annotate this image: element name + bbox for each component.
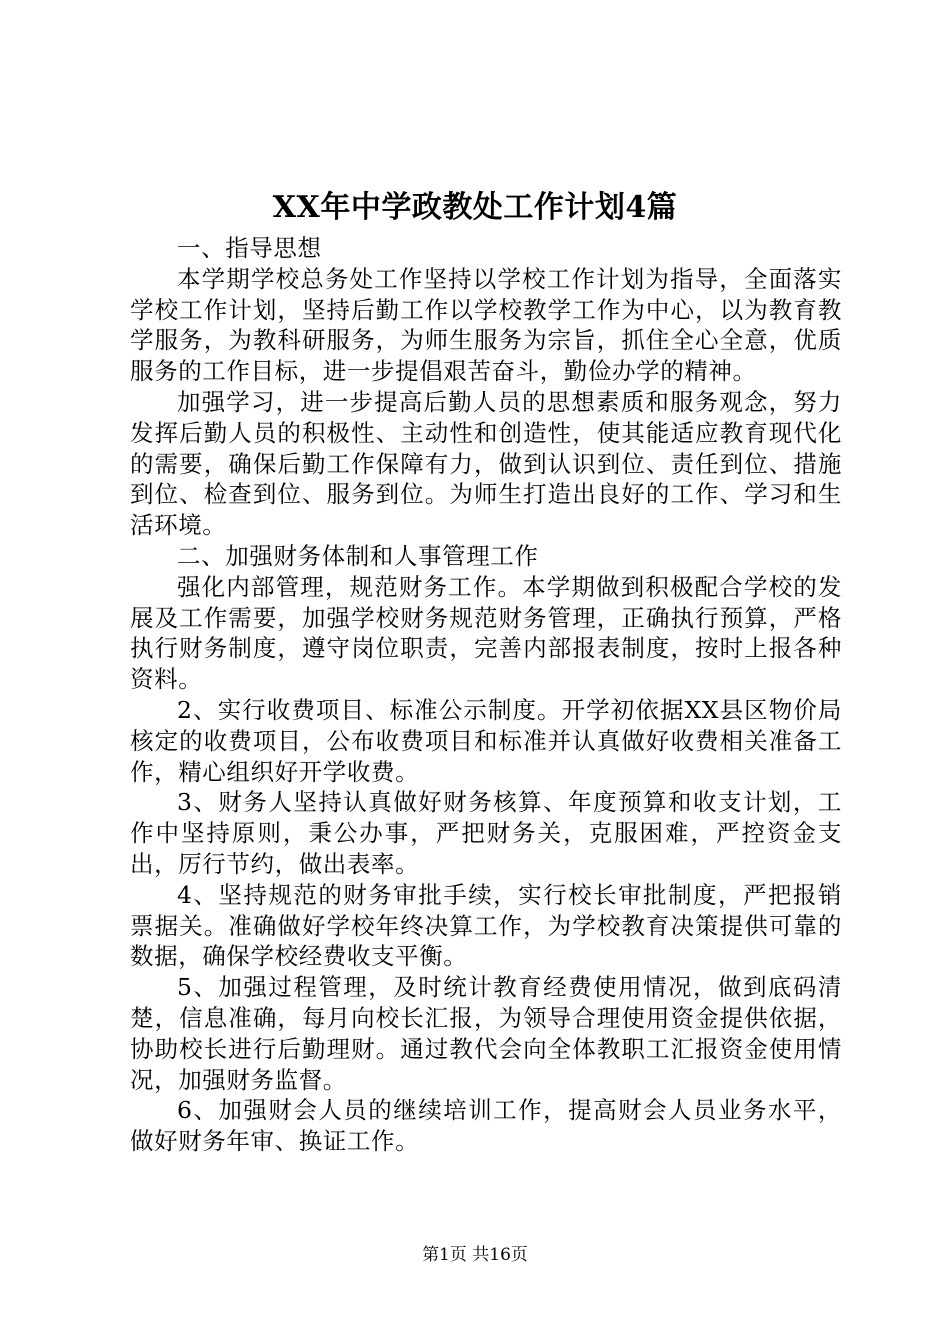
section-heading-guiding-ideology: 一、指导思想 <box>177 234 322 262</box>
page-number-footer: 第1页 共16页 <box>422 1245 528 1265</box>
list-item-paragraph: 2、实行收费项目、标准公示制度。开学初依据XX县区物价局核定的收费项目，公布收费项目和标准并认真做好收费相关准备工作，精心组织好开学收费。 <box>130 695 842 786</box>
document-body <box>130 233 842 1157</box>
list-item-paragraph: 3、财务人坚持认真做好财务核算、年度预算和收支计划，工作中坚持原则，秉公办事，严把财务关，克服困难，严控资金支出，厉行节约，做出表率。 <box>130 788 842 878</box>
paragraph: 本学期学校总务处工作坚持以学校工作计划为指导，全面落实学校工作计划，坚持后勤工作以学校教学工作为中心，以为教育教学服务，为教科研服务，为师生服务为宗旨，抓住全心全意，优质服务的工作目标，进一步提倡艰苦奋斗，勤俭办学的精神。 <box>130 264 842 386</box>
document-title: XX年中学政教处工作计划4篇 <box>272 190 678 225</box>
list-item-paragraph: 4、坚持规范的财务审批手续，实行校长审批制度，严把报销票据关。准确做好学校年终决算工作，为学校教育决策提供可靠的数据，确保学校经费收支平衡。 <box>130 880 842 971</box>
list-item-paragraph: 5、加强过程管理，及时统计教育经费使用情况，做到底码清楚，信息准确，每月向校长汇报，为领导合理使用资金提供依据，协助校长进行后勤理财。通过教代会向全体教职工汇报资金使用情况，加强财务监督。 <box>130 973 842 1094</box>
section-heading-finance-management: 二、加强财务体制和人事管理工作 <box>177 541 539 570</box>
list-item-paragraph: 6、加强财会人员的继续培训工作，提高财会人员业务水平，做好财务年审、换证工作。 <box>130 1096 842 1156</box>
paragraph: 强化内部管理，规范财务工作。本学期做到积极配合学校的发展及工作需要，加强学校财务规范财务管理，正确执行预算，严格执行财务制度，遵守岗位职责，完善内部报表制度，按时上报各种资料。 <box>130 572 842 694</box>
paragraph: 加强学习，进一步提高后勤人员的思想素质和服务观念，努力发挥后勤人员的积极性、主动性和创造性，使其能适应教育现代化的需要，确保后勤工作保障有力，做到认识到位、责任到位、措施到位、检查到位、服务到位。为师生打造出良好的工作、学习和生活环境。 <box>130 387 842 540</box>
